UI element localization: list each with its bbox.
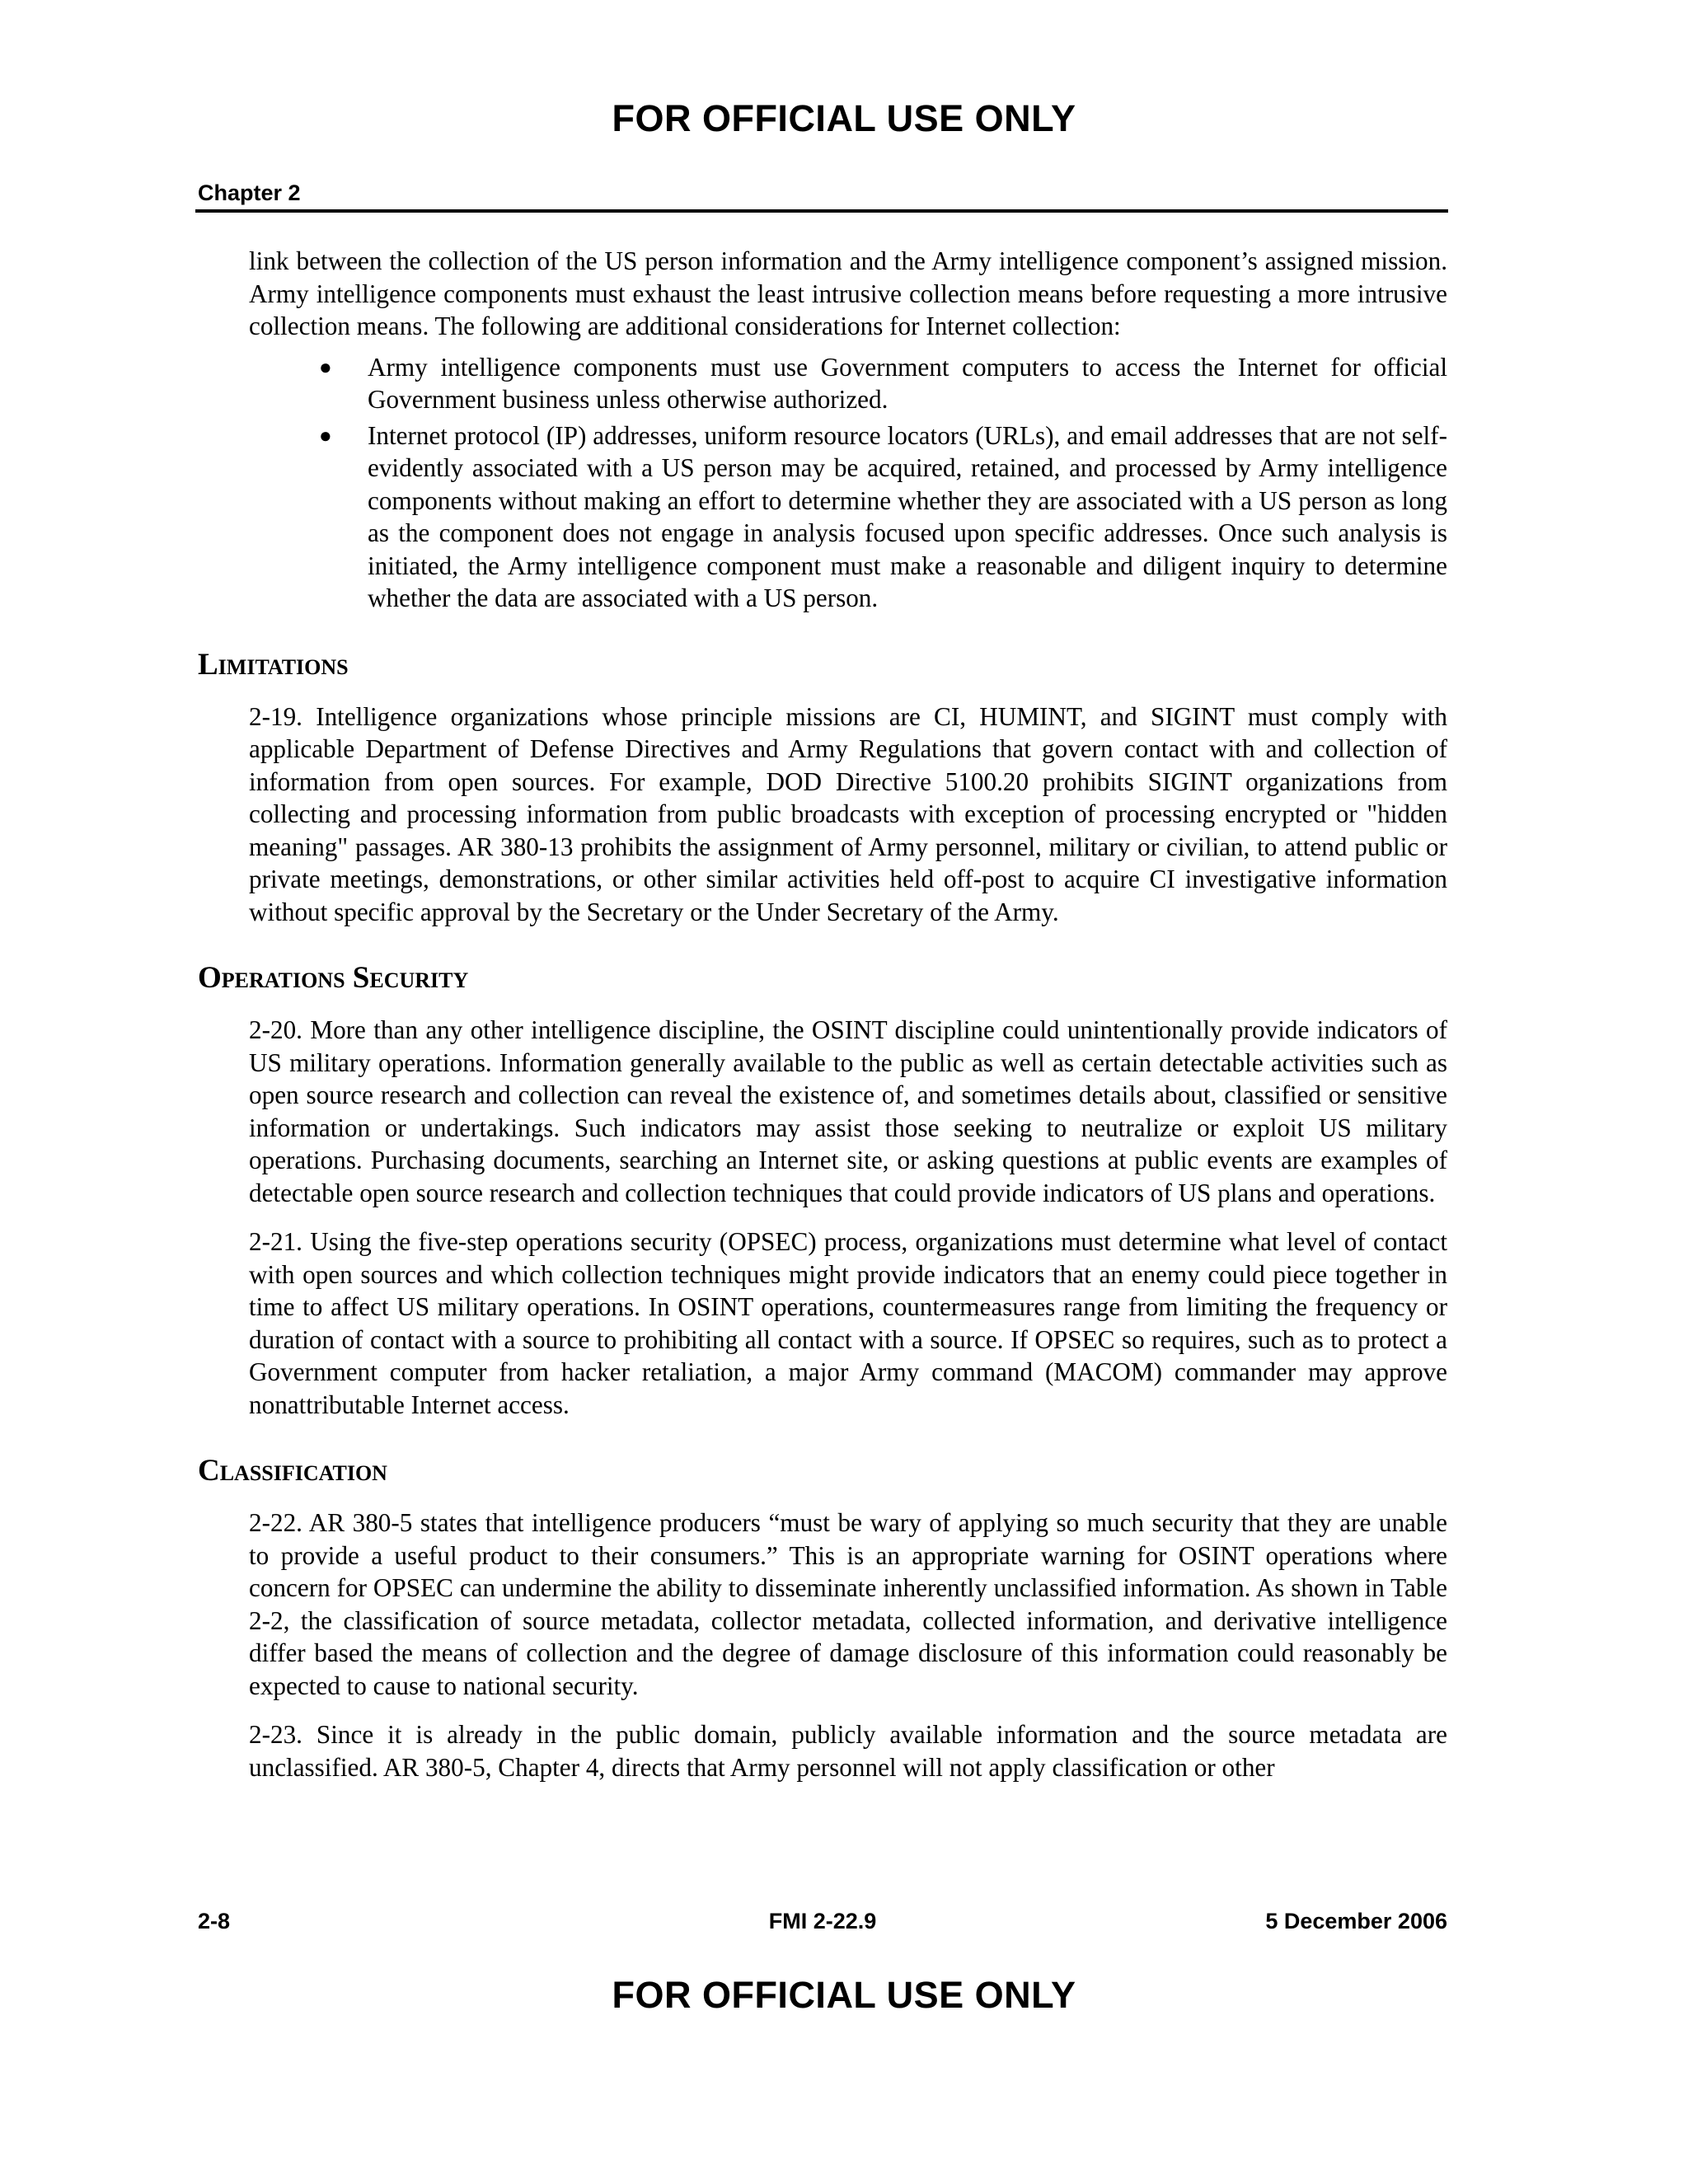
paragraph-2-21: 2-21. Using the five-step operations security (OPSEC) process, organizations must determine what level of contact with open sources and which collection techniques might provide indicators that an enemy could piece together in time to affect US military operations. In OSINT operations, countermeasures range from limiting the frequency or duration of contact with a source to prohibiting all contact with a source. If OPSEC so requires, such as to protect a Government computer from hacker retaliation, a major Army command (MACOM) commander may approve nonattributable Internet access. (249, 1227, 1447, 1419)
paragraph-2-19: 2-19. Intelligence organizations whose principle missions are CI, HUMINT, and SIGINT must comply with applicable Department of Defense Directives and Army Regulations that govern contact with and collection of information from open sources. For example, DOD Directive 5100.20 prohibits SIGINT organizations from collecting and processing information from public broadcasts with exception of processing encrypted or "hidden meaning" passages. AR 380-13 prohibits the assignment of Army personnel, military or civilian, to attend public or private meetings, demonstrations, or other similar activities held off-post to acquire CI investigative information without specific approval by the Secretary or the Under Secretary of the Army. (249, 701, 1447, 926)
intro-paragraph: link between the collection of the US person information and the Army intelligence component’s assigned mission. Army intelligence components must exhaust the least intrusive collection means before requesting a more intrusive collection means. The following are additional considerations for Internet collection: (249, 246, 1447, 340)
paragraph-2-23: 2-23. Since it is already in the public domain, publicly available information and the source metadata are unclassified. AR 380-5, Chapter 4, directs that Army personnel will not apply classification or other (249, 1720, 1447, 1782)
section-heading-classification: Classification (198, 1454, 387, 1488)
classification-banner-bottom: FOR OFFICIAL USE ONLY (612, 1974, 1076, 2016)
list-item (319, 419, 1447, 615)
bullet-icon: ● (319, 423, 332, 448)
paragraph-2-20: 2-20. More than any other intelligence discipline, the OSINT discipline could unintentionally provide indicators of US military operations. Information generally available to the public as well as certain detectable activities such as open source research and collection can reveal the existence of, and sometimes details about, classified or sensitive information or undertakings. Such indicators may assist those seeking to neutralize or exploit US military operations. Purchasing documents, searching an Internet site, or asking questions at public events are examples of detectable open source research and collection techniques that could provide indicators of US plans and operations. (249, 1015, 1447, 1207)
footer-document-id: FMI 2-22.9 (768, 1909, 877, 1933)
section-heading-operations-security: Operations Security (198, 961, 469, 995)
list-item-text: Internet protocol (IP) addresses, uniform resource locators (URLs), and email addresses that are not self-evidently associated with a US person may be acquired, retained, and processed by Army intelligence components without making an effort to determine whether they are associated with a US person as long as the component does not engage in analysis focused upon specific addresses. Once such analysis is initiated, the Army intelligence component must make a reasonable and diligent inquiry to determine whether the data are associated with a US person. (368, 420, 1447, 612)
footer-date: 5 December 2006 (1265, 1909, 1447, 1933)
internet-collection-list (198, 351, 1447, 615)
section-heading-limitations: Limitations (198, 647, 349, 682)
paragraph-2-22: 2-22. AR 380-5 states that intelligence producers “must be wary of applying so much security that they are unable to provide a useful product to their consumers.” This is an appropriate warning for OSINT operations where concern for OPSEC can undermine the ability to disseminate inherently unclassified information. As shown in Table 2-2, the classification of source metadata, collector metadata, collected information, and derivative intelligence differ based the means of collection and the degree of damage disclosure of this information could reasonably be expected to cause to national security. (249, 1508, 1447, 1700)
list-item-text: Army intelligence components must use Government computers to access the Internet for official Government business unless otherwise authorized. (368, 352, 1447, 414)
page-body (198, 245, 1447, 1783)
header-rule (195, 209, 1448, 213)
list-item (319, 351, 1447, 416)
footer-page-number: 2-8 (198, 1909, 231, 1933)
chapter-label: Chapter 2 (198, 180, 301, 205)
bullet-icon: ● (319, 354, 332, 379)
classification-banner-top: FOR OFFICIAL USE ONLY (612, 97, 1076, 139)
